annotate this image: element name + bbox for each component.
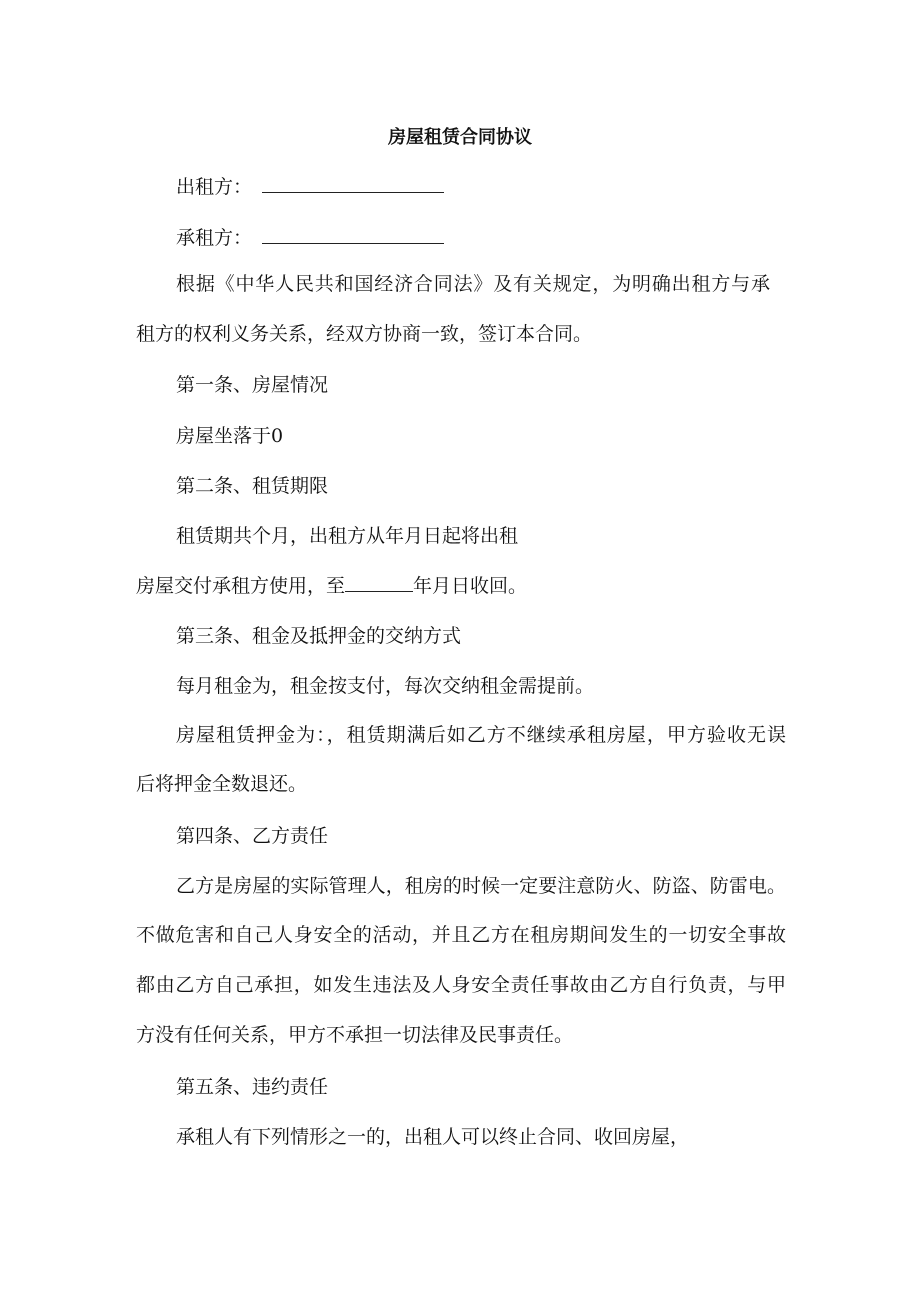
lessee-blank — [262, 225, 444, 244]
article1-text: 房屋坐落于0 — [176, 425, 284, 447]
return-date-blank — [345, 573, 413, 592]
article2-line-2 — [136, 573, 527, 598]
article5-text: 承租人有下列情形之一的，出租人可以终止合同、收回房屋， — [176, 1126, 690, 1148]
article1-heading: 第一条、房屋情况 — [176, 374, 329, 396]
article4-heading: 第四条、乙方责任 — [176, 825, 329, 847]
article2-line-2-after: 年月日收回。 — [413, 575, 528, 597]
article4-line-2: 不做危害和自己人身安全的活动，并且乙方在租房期间发生的一切安全事故 — [136, 924, 786, 946]
article5-heading: 第五条、违约责任 — [176, 1076, 329, 1098]
article2-line-1: 租赁期共个月，出租方从年月日起将出租 — [176, 525, 519, 547]
lessee-line — [176, 225, 444, 250]
lessor-line — [176, 174, 444, 199]
article3-deposit-line-1: 房屋租赁押金为：，租赁期满后如乙方不继续承租房屋，甲方验收无误 — [176, 724, 786, 746]
article3-rent: 每月租金为，租金按支付，每次交纳租金需提前。 — [176, 675, 595, 697]
intro-line-2: 租方的权利义务关系，经双方协商一致，签订本合同。 — [136, 323, 593, 345]
lessor-label: 出租方： — [176, 176, 253, 198]
article4-line-1: 乙方是房屋的实际管理人，租房的时候一定要注意防火、防盗、防雷电。 — [176, 875, 786, 897]
intro-line-1: 根据《中华人民共和国经济合同法》及有关规定，为明确出租方与承 — [176, 273, 770, 295]
article3-heading: 第三条、租金及抵押金的交纳方式 — [176, 625, 462, 647]
article4-line-3: 都由乙方自己承担，如发生违法及人身安全责任事故由乙方自行负责，与甲 — [136, 974, 786, 996]
article2-line-2-before: 房屋交付承租方使用，至 — [136, 575, 346, 597]
lessor-blank — [262, 174, 444, 193]
article3-deposit-line-2: 后将押金全数退还。 — [136, 773, 308, 795]
article2-heading: 第二条、租赁期限 — [176, 475, 329, 497]
article4-line-4: 方没有任何关系，甲方不承担一切法律及民事责任。 — [136, 1024, 574, 1046]
lessee-label: 承租方： — [176, 227, 253, 249]
document-title: 房屋租赁合同协议 — [388, 127, 532, 148]
